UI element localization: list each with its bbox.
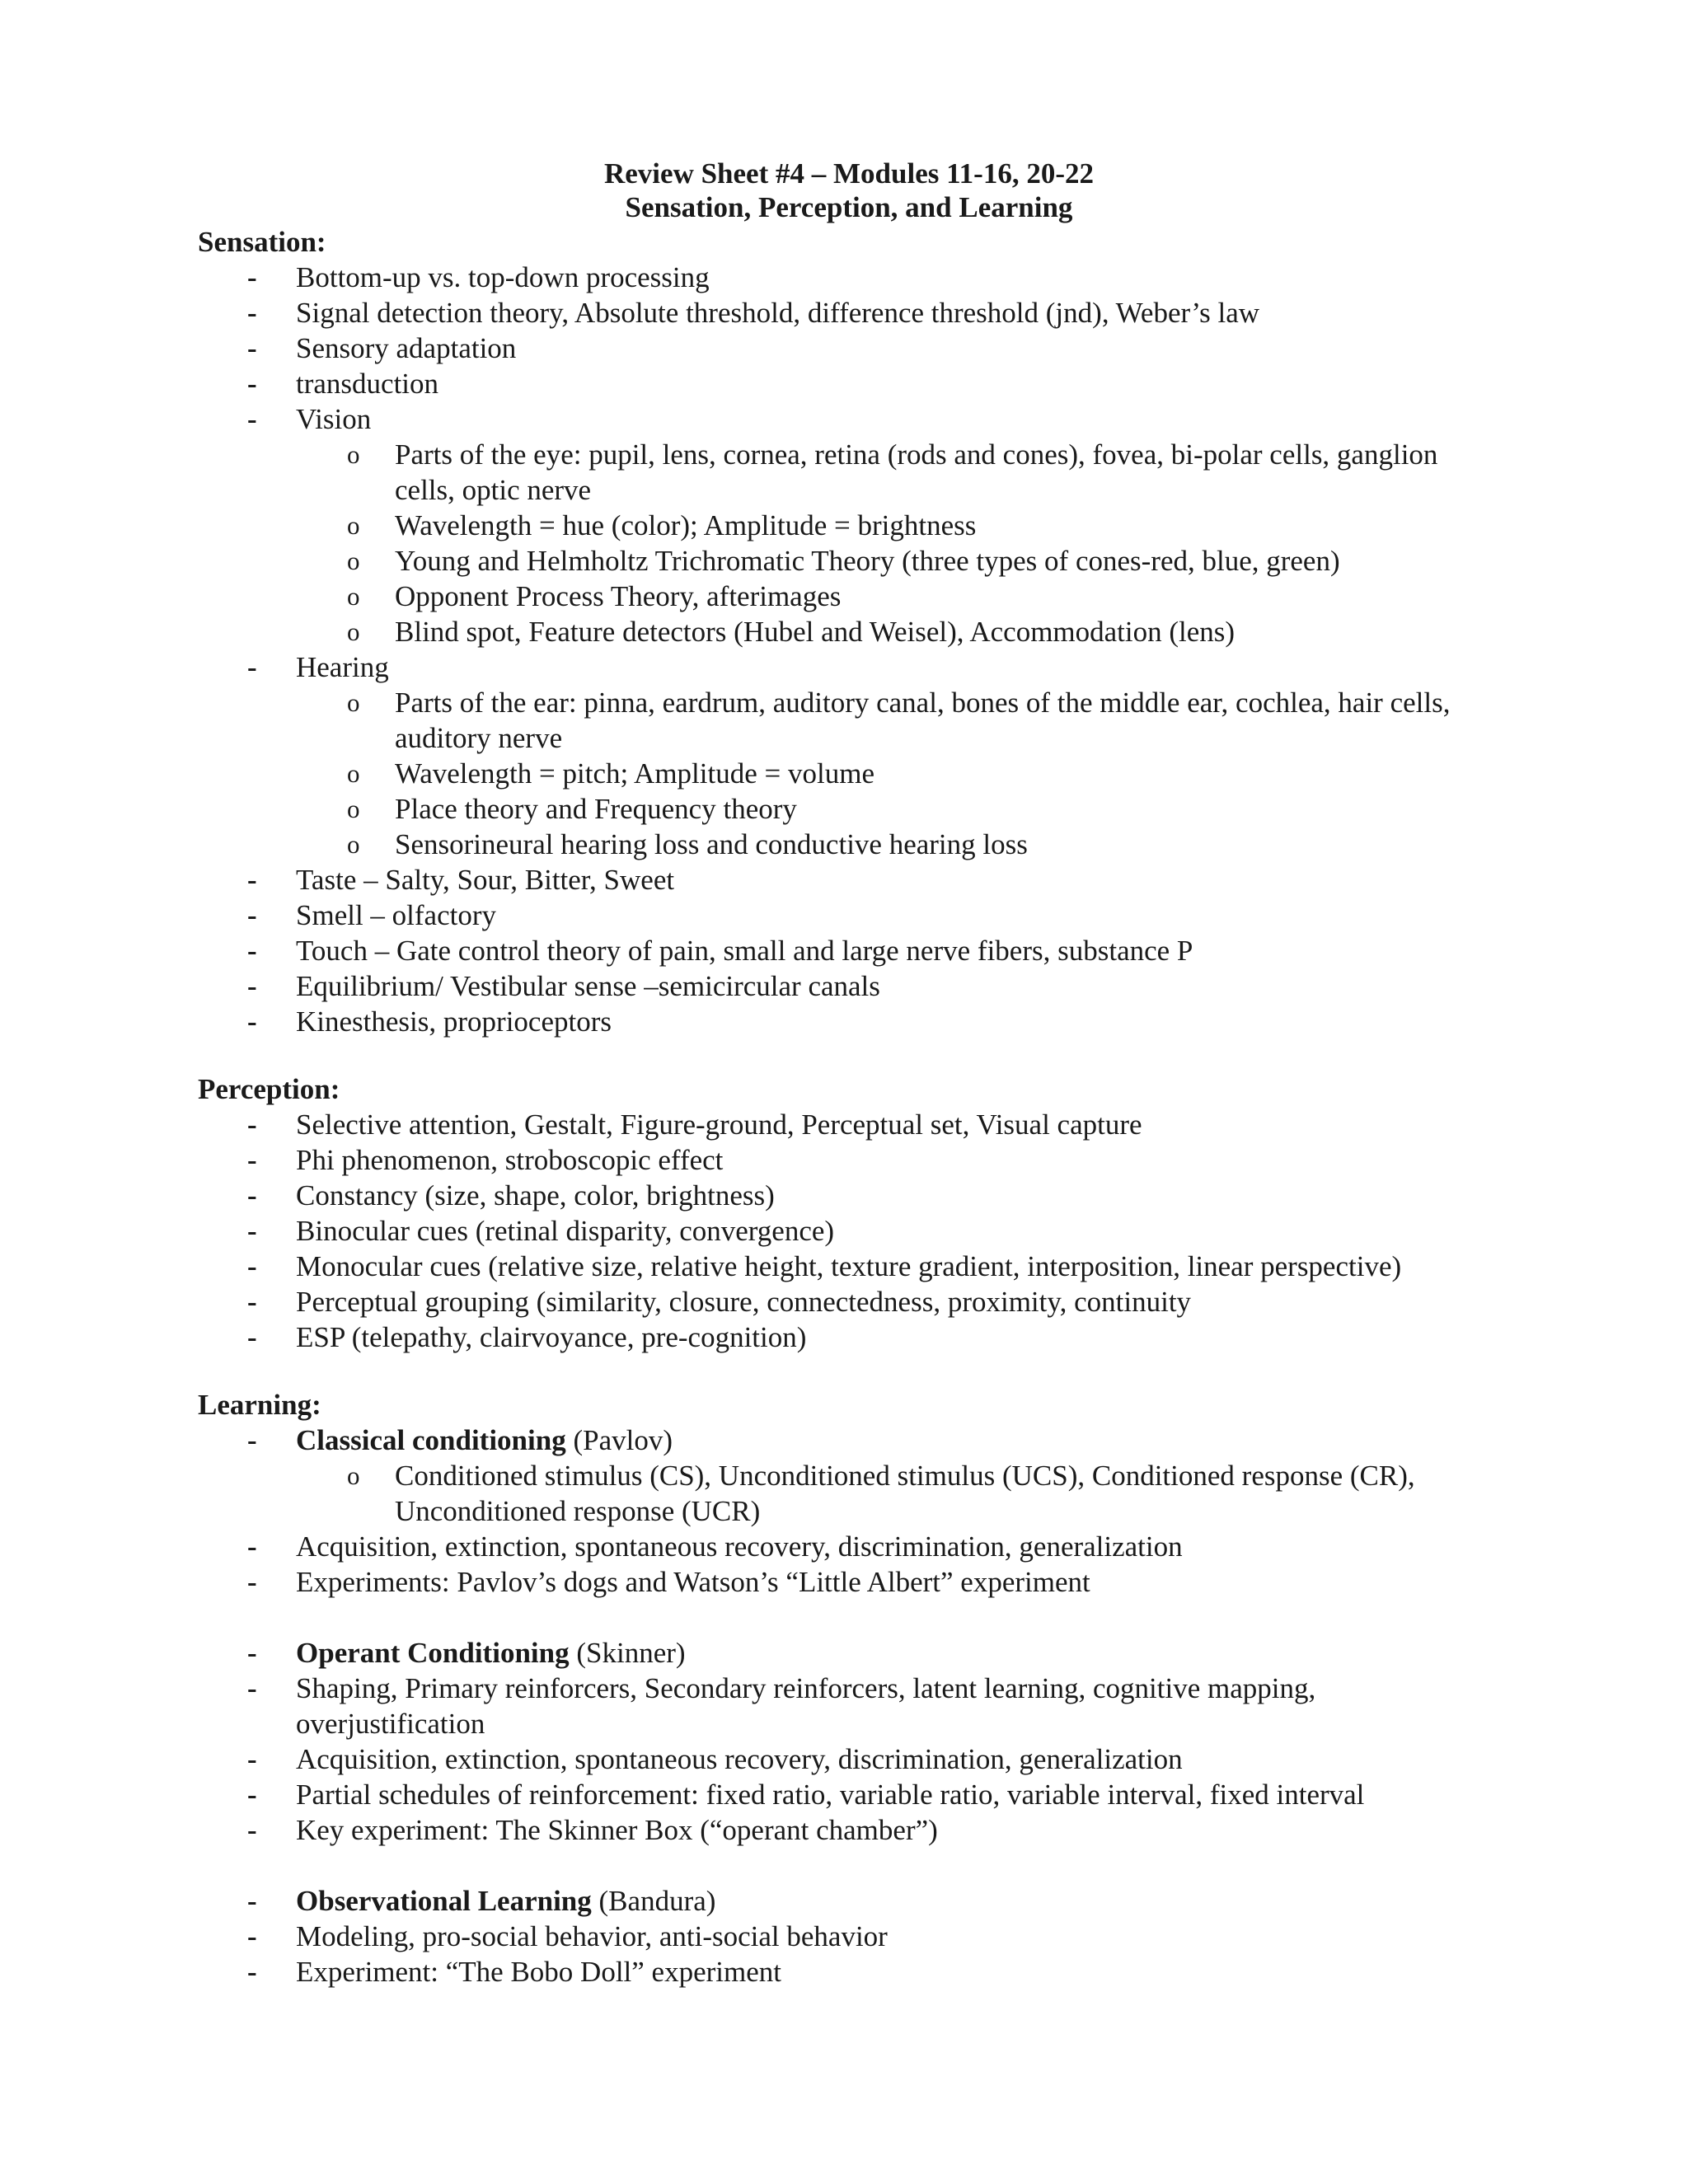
- list-item: - Taste – Salty, Sour, Bitter, Sweet: [247, 864, 675, 896]
- title-line-2: Sensation, Perception, and Learning: [625, 191, 1073, 223]
- dash-bullet: -: [247, 1743, 257, 1775]
- dash-bullet: -: [247, 1108, 257, 1141]
- circle-bullet: o: [347, 582, 360, 611]
- list-item: - Vision o Parts of the eye: pupil, lens, cornea, retina (rods and cones), fovea, bi-polar cells, ganglion cells, optic nerve o Wavelength = hue (color); Amplitude = brightness o Young and Helmholtz Trichromatic Theory (three types of cones-red, blue, green) o Opponent Process Theory, afterimages o Blind spot, Feature detectors (Hubel and Weisel), Accommodation (lens): [198, 401, 1500, 649]
- circle-bullet: o: [347, 759, 360, 788]
- circle-bullet: o: [347, 546, 360, 575]
- learning-operant-list: [198, 1635, 1500, 1848]
- circle-bullet: o: [347, 511, 360, 540]
- sub-list-item: o Parts of the ear: pinna, eardrum, auditory canal, bones of the middle ear, cochlea, hair cells, auditory nerve: [347, 687, 1451, 754]
- sub-list-item: o Wavelength = hue (color); Amplitude = brightness: [347, 509, 977, 541]
- dash-bullet: -: [247, 403, 257, 435]
- dash-bullet: -: [247, 1005, 257, 1038]
- operant-conditioning-term: Operant Conditioning: [296, 1637, 570, 1669]
- dash-bullet: -: [247, 935, 257, 967]
- learning-observational-list: [198, 1883, 1500, 1990]
- list-item: - Experiments: Pavlov’s dogs and Watson’s “Little Albert” experiment: [247, 1566, 1090, 1598]
- dash-bullet: -: [247, 1779, 257, 1811]
- section-heading-learning: Learning:: [198, 1389, 321, 1421]
- dash-bullet: -: [247, 368, 257, 400]
- dash-bullet: -: [247, 1179, 257, 1212]
- dash-bullet: -: [247, 261, 257, 293]
- sub-list-item: o Wavelength = pitch; Amplitude = volume: [347, 757, 874, 790]
- sub-list-item: o Place theory and Frequency theory: [347, 793, 797, 825]
- list-item: - Hearing o Parts of the ear: pinna, eardrum, auditory canal, bones of the middle ear, cochlea, hair cells, auditory nerve o Wavelength = pitch; Amplitude = volume o Place theory and Frequency theory o Sensorineural hearing loss and conductive hearing loss: [198, 649, 1500, 862]
- list-item: - Classical conditioning (Pavlov) o Conditioned stimulus (CS), Unconditioned stimulus (UCS), Conditioned response (CR), Unconditioned response (UCR): [198, 1422, 1500, 1529]
- dash-bullet: -: [247, 1286, 257, 1318]
- classical-sublist: [296, 1458, 1500, 1529]
- circle-bullet: o: [347, 440, 360, 469]
- list-item: - Modeling, pro-social behavior, anti-social behavior: [247, 1920, 888, 1952]
- sub-list-item: o Young and Helmholtz Trichromatic Theory (three types of cones-red, blue, green): [347, 545, 1340, 577]
- list-item: - Shaping, Primary reinforcers, Secondary reinforcers, latent learning, cognitive mapping, overjustification: [247, 1672, 1316, 1740]
- list-item: - Key experiment: The Skinner Box (“operant chamber”): [247, 1814, 938, 1846]
- dash-bullet: -: [247, 864, 257, 896]
- list-item: - Perceptual grouping (similarity, closure, connectedness, proximity, continuity: [247, 1286, 1192, 1318]
- list-item: - Monocular cues (relative size, relative height, texture gradient, interposition, linear perspective): [247, 1250, 1402, 1282]
- list-item: - Kinesthesis, proprioceptors: [247, 1005, 612, 1038]
- list-item: - Equilibrium/ Vestibular sense –semicircular canals: [247, 970, 880, 1002]
- list-item: - Constancy (size, shape, color, brightness): [247, 1179, 775, 1212]
- list-item: - ESP (telepathy, clairvoyance, pre-cognition): [247, 1321, 807, 1353]
- dash-bullet: -: [247, 1637, 257, 1669]
- dash-bullet: -: [247, 1250, 257, 1282]
- dash-bullet: -: [247, 1956, 257, 1988]
- dash-bullet: -: [247, 1566, 257, 1598]
- document-title: [198, 157, 1500, 224]
- dash-bullet: -: [247, 1920, 257, 1952]
- section-heading-perception: Perception:: [198, 1073, 340, 1105]
- dash-bullet: -: [247, 332, 257, 364]
- list-item: - Smell – olfactory: [247, 899, 497, 931]
- dash-bullet: -: [247, 1885, 257, 1917]
- document-page: [198, 157, 1500, 1990]
- dash-bullet: -: [247, 899, 257, 931]
- hearing-sublist: [296, 685, 1500, 862]
- section-heading-sensation: Sensation:: [198, 226, 326, 258]
- circle-bullet: o: [347, 688, 360, 717]
- dash-bullet: -: [247, 1672, 257, 1704]
- list-item: - Partial schedules of reinforcement: fixed ratio, variable ratio, variable interval, fixed interval: [247, 1779, 1365, 1811]
- sensation-list: [198, 260, 1500, 1039]
- dash-bullet: -: [247, 1215, 257, 1247]
- dash-bullet: -: [247, 1144, 257, 1176]
- sub-list-item: o Sensorineural hearing loss and conductive hearing loss: [347, 828, 1028, 860]
- perception-list: [198, 1107, 1500, 1355]
- list-item: - transduction: [247, 368, 439, 400]
- list-item: - Acquisition, extinction, spontaneous recovery, discrimination, generalization: [247, 1743, 1183, 1775]
- dash-bullet: -: [247, 297, 257, 329]
- list-item: - Bottom-up vs. top-down processing: [247, 261, 710, 293]
- list-item: - Observational Learning (Bandura): [247, 1885, 716, 1917]
- list-item: - Sensory adaptation: [247, 332, 517, 364]
- title-line-1: Review Sheet #4 – Modules 11-16, 20-22: [604, 157, 1094, 190]
- sub-list-item: o Opponent Process Theory, afterimages: [347, 580, 842, 612]
- circle-bullet: o: [347, 830, 360, 859]
- list-item: - Signal detection theory, Absolute threshold, difference threshold (jnd), Weber’s law: [247, 297, 1260, 329]
- list-item: - Phi phenomenon, stroboscopic effect: [247, 1144, 724, 1176]
- observational-learning-term: Observational Learning: [296, 1885, 592, 1917]
- classical-conditioning-term: Classical conditioning: [296, 1424, 566, 1456]
- dash-bullet: -: [247, 1530, 257, 1563]
- circle-bullet: o: [347, 617, 360, 646]
- dash-bullet: -: [247, 1814, 257, 1846]
- sub-list-item: o Parts of the eye: pupil, lens, cornea, retina (rods and cones), fovea, bi-polar cells, ganglion cells, optic nerve: [347, 438, 1438, 506]
- list-item: - Binocular cues (retinal disparity, convergence): [247, 1215, 835, 1247]
- list-item: - Acquisition, extinction, spontaneous recovery, discrimination, generalization: [247, 1530, 1183, 1563]
- dash-bullet: -: [247, 1321, 257, 1353]
- learning-classical-list: [198, 1422, 1500, 1600]
- dash-bullet: -: [247, 651, 257, 683]
- sub-list-item: o Blind spot, Feature detectors (Hubel and Weisel), Accommodation (lens): [347, 616, 1236, 648]
- circle-bullet: o: [347, 1461, 360, 1490]
- vision-sublist: [296, 437, 1500, 649]
- list-item: - Experiment: “The Bobo Doll” experiment: [247, 1956, 781, 1988]
- list-item: - Touch – Gate control theory of pain, small and large nerve fibers, substance P: [247, 935, 1193, 967]
- list-item: - Operant Conditioning (Skinner): [247, 1637, 686, 1669]
- dash-bullet: -: [247, 970, 257, 1002]
- list-item: - Selective attention, Gestalt, Figure-ground, Perceptual set, Visual capture: [247, 1108, 1142, 1141]
- sub-list-item: o Conditioned stimulus (CS), Unconditioned stimulus (UCS), Conditioned response (CR), Unconditioned response (UCR): [347, 1460, 1415, 1527]
- dash-bullet: -: [247, 1424, 257, 1456]
- circle-bullet: o: [347, 794, 360, 823]
